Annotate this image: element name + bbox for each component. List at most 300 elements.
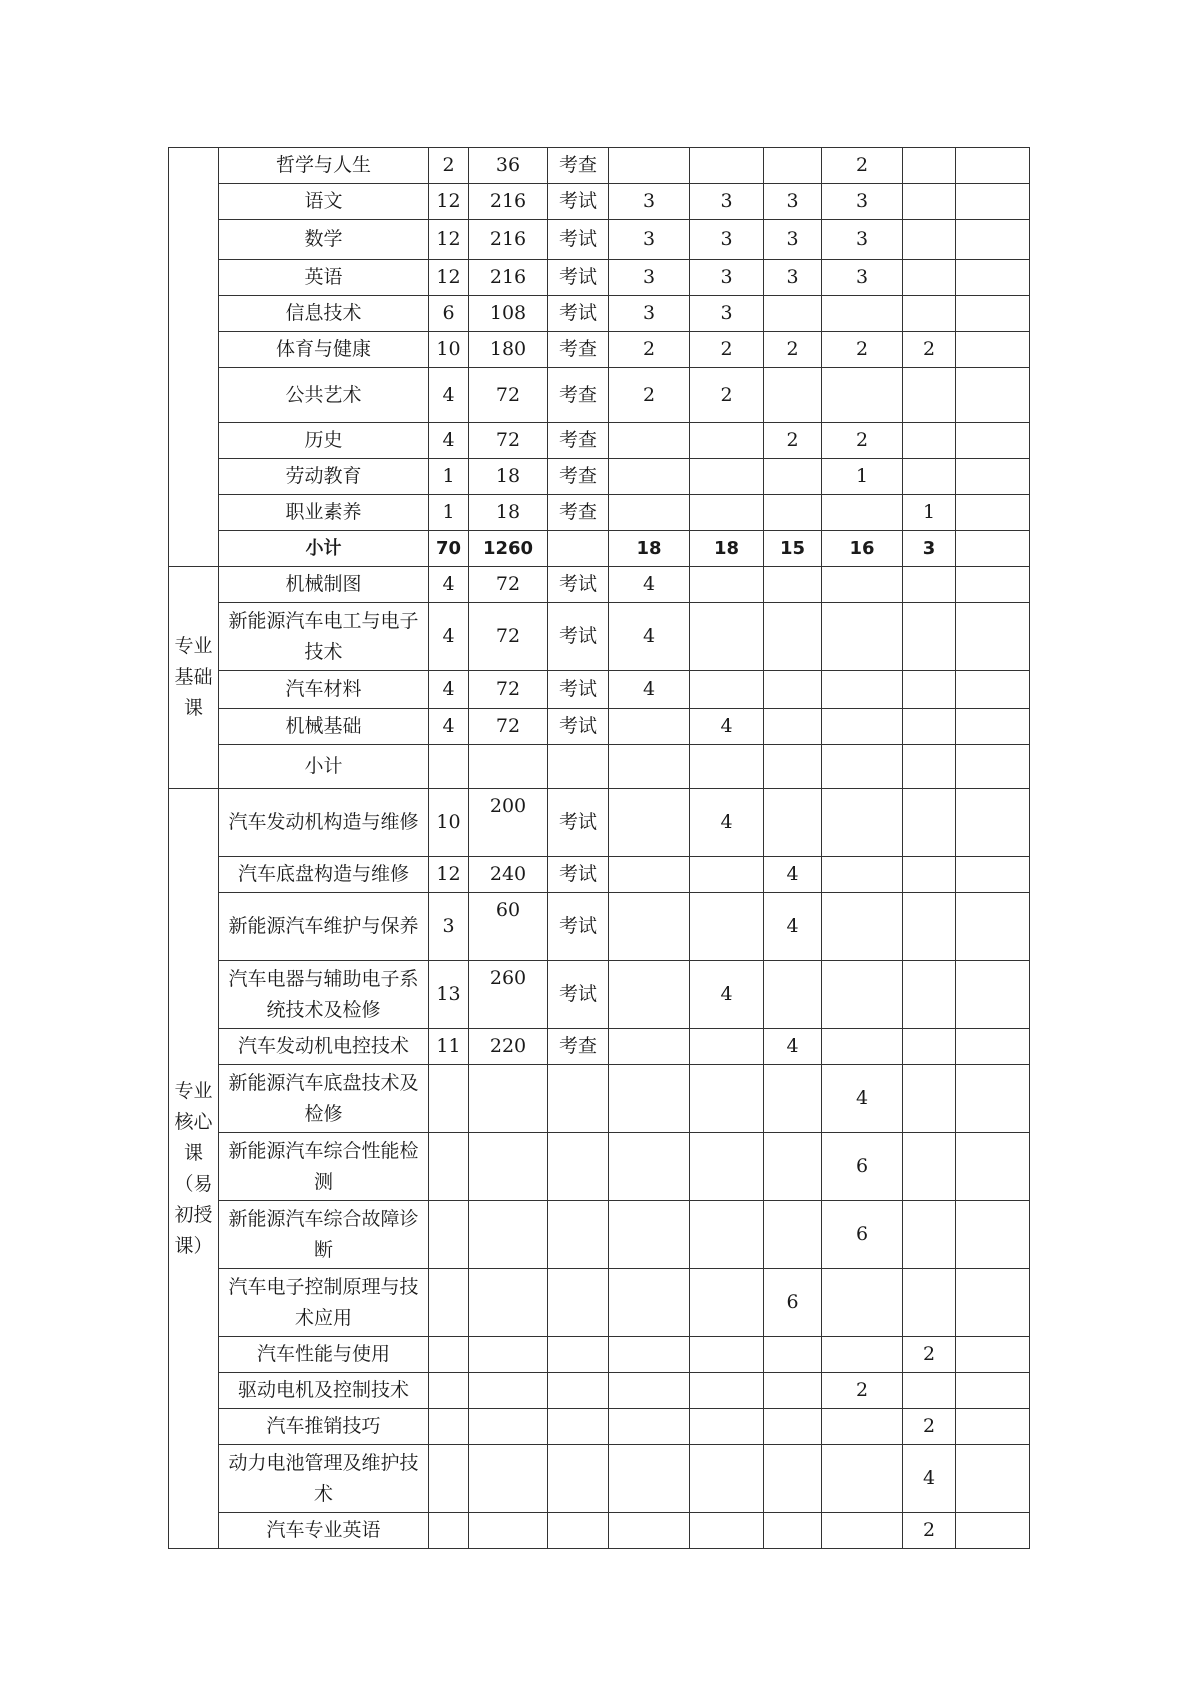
term-3-cell: [764, 495, 822, 531]
hours-cell: 1260: [469, 531, 548, 567]
blank-cell: [956, 531, 1030, 567]
blank-cell: [956, 1133, 1030, 1201]
term-3-cell: 3: [764, 184, 822, 220]
term-1-cell: [609, 1201, 690, 1269]
credits-cell: 10: [429, 332, 469, 368]
table-row: [169, 459, 1030, 495]
term-5-cell: [903, 709, 956, 745]
course-name-cell: 小计: [219, 531, 429, 567]
table-row: [169, 1445, 1030, 1513]
term-5-cell: [903, 789, 956, 857]
term-1-cell: [609, 709, 690, 745]
assessment-cell: [548, 1065, 609, 1133]
course-name-cell: 英语: [219, 260, 429, 296]
term-4-cell: [822, 789, 903, 857]
term-1-cell: [609, 148, 690, 184]
table-row: [169, 332, 1030, 368]
term-4-cell: [822, 1409, 903, 1445]
term-3-cell: 6: [764, 1269, 822, 1337]
course-name-cell: 驱动电机及控制技术: [219, 1373, 429, 1409]
term-2-cell: 3: [690, 184, 764, 220]
term-2-cell: 4: [690, 789, 764, 857]
term-1-cell: [609, 1065, 690, 1133]
course-name-cell: 小计: [219, 745, 429, 789]
term-2-cell: [690, 893, 764, 961]
blank-cell: [956, 789, 1030, 857]
term-4-cell: 2: [822, 423, 903, 459]
table-row: [169, 1513, 1030, 1549]
term-4-cell: [822, 745, 903, 789]
table-row: [169, 857, 1030, 893]
term-5-cell: 3: [903, 531, 956, 567]
course-name-cell: 劳动教育: [219, 459, 429, 495]
blank-cell: [956, 745, 1030, 789]
term-5-cell: 2: [903, 1409, 956, 1445]
term-1-cell: [609, 1445, 690, 1513]
term-4-cell: 1: [822, 459, 903, 495]
table-row: [169, 1201, 1030, 1269]
course-name-cell: 汽车电子控制原理与技术应用: [219, 1269, 429, 1337]
term-1-cell: [609, 1337, 690, 1373]
hours-cell: 72: [469, 368, 548, 423]
assessment-cell: 考查: [548, 332, 609, 368]
hours-cell: [469, 1513, 548, 1549]
blank-cell: [956, 148, 1030, 184]
term-4-cell: 16: [822, 531, 903, 567]
assessment-cell: [548, 1513, 609, 1549]
assessment-cell: 考试: [548, 184, 609, 220]
table-row: [169, 1029, 1030, 1065]
term-3-cell: [764, 1201, 822, 1269]
blank-cell: [956, 893, 1030, 961]
assessment-cell: 考试: [548, 857, 609, 893]
hours-cell: 108: [469, 296, 548, 332]
credits-cell: 6: [429, 296, 469, 332]
term-2-cell: [690, 1201, 764, 1269]
credits-cell: 70: [429, 531, 469, 567]
course-name-cell: 新能源汽车综合故障诊断: [219, 1201, 429, 1269]
term-5-cell: [903, 459, 956, 495]
course-name-cell: 汽车专业英语: [219, 1513, 429, 1549]
term-1-cell: [609, 423, 690, 459]
assessment-cell: [548, 531, 609, 567]
credits-cell: 12: [429, 857, 469, 893]
term-1-cell: [609, 1269, 690, 1337]
blank-cell: [956, 184, 1030, 220]
credits-cell: [429, 1201, 469, 1269]
group-cell: [169, 148, 219, 567]
term-3-cell: [764, 1133, 822, 1201]
term-2-cell: [690, 1409, 764, 1445]
blank-cell: [956, 260, 1030, 296]
blank-cell: [956, 857, 1030, 893]
course-name-cell: 体育与健康: [219, 332, 429, 368]
group-cell: 专业核心课（易初授课）: [169, 789, 219, 1549]
term-5-cell: [903, 260, 956, 296]
term-3-cell: [764, 368, 822, 423]
term-1-cell: 3: [609, 220, 690, 260]
course-name-cell: 新能源汽车电工与电子技术: [219, 603, 429, 671]
term-5-cell: 2: [903, 332, 956, 368]
hours-cell: 72: [469, 709, 548, 745]
term-3-cell: 4: [764, 893, 822, 961]
term-1-cell: 3: [609, 184, 690, 220]
assessment-cell: [548, 1269, 609, 1337]
term-3-cell: [764, 789, 822, 857]
credits-cell: 4: [429, 709, 469, 745]
table-row: [169, 745, 1030, 789]
course-name-cell: 汽车电器与辅助电子系统技术及检修: [219, 961, 429, 1029]
term-4-cell: 6: [822, 1201, 903, 1269]
table-row: [169, 567, 1030, 603]
credits-cell: 4: [429, 423, 469, 459]
course-name-cell: 新能源汽车底盘技术及检修: [219, 1065, 429, 1133]
credits-cell: [429, 1065, 469, 1133]
hours-cell: [469, 1269, 548, 1337]
hours-cell: 220: [469, 1029, 548, 1065]
assessment-cell: 考试: [548, 260, 609, 296]
term-5-cell: [903, 423, 956, 459]
term-1-cell: 2: [609, 332, 690, 368]
credits-cell: [429, 745, 469, 789]
term-4-cell: [822, 567, 903, 603]
table-row: [169, 961, 1030, 1029]
credits-cell: 3: [429, 893, 469, 961]
term-1-cell: [609, 857, 690, 893]
term-4-cell: [822, 893, 903, 961]
course-name-cell: 汽车性能与使用: [219, 1337, 429, 1373]
course-name-cell: 新能源汽车维护与保养: [219, 893, 429, 961]
term-5-cell: [903, 1133, 956, 1201]
term-3-cell: 2: [764, 423, 822, 459]
assessment-cell: 考查: [548, 148, 609, 184]
term-4-cell: 6: [822, 1133, 903, 1201]
hours-cell: 260: [469, 961, 548, 1029]
term-4-cell: 4: [822, 1065, 903, 1133]
blank-cell: [956, 709, 1030, 745]
course-name-cell: 公共艺术: [219, 368, 429, 423]
term-1-cell: [609, 789, 690, 857]
assessment-cell: [548, 1409, 609, 1445]
term-4-cell: [822, 961, 903, 1029]
term-4-cell: [822, 1029, 903, 1065]
hours-cell: [469, 1201, 548, 1269]
table-row: [169, 709, 1030, 745]
term-3-cell: [764, 961, 822, 1029]
credits-cell: 4: [429, 671, 469, 709]
term-4-cell: [822, 296, 903, 332]
credits-cell: 12: [429, 220, 469, 260]
term-2-cell: 3: [690, 296, 764, 332]
term-2-cell: [690, 1445, 764, 1513]
hours-cell: [469, 1445, 548, 1513]
term-4-cell: [822, 1337, 903, 1373]
term-1-cell: 18: [609, 531, 690, 567]
credits-cell: 10: [429, 789, 469, 857]
course-name-cell: 汽车材料: [219, 671, 429, 709]
term-5-cell: 1: [903, 495, 956, 531]
blank-cell: [956, 603, 1030, 671]
credits-cell: [429, 1373, 469, 1409]
blank-cell: [956, 1337, 1030, 1373]
term-2-cell: [690, 459, 764, 495]
term-2-cell: [690, 1133, 764, 1201]
blank-cell: [956, 1445, 1030, 1513]
blank-cell: [956, 1373, 1030, 1409]
table-row: [169, 671, 1030, 709]
term-4-cell: [822, 1513, 903, 1549]
term-5-cell: [903, 220, 956, 260]
term-3-cell: [764, 671, 822, 709]
term-1-cell: [609, 961, 690, 1029]
term-3-cell: 2: [764, 332, 822, 368]
table-row: [169, 220, 1030, 260]
course-name-cell: 语文: [219, 184, 429, 220]
term-2-cell: [690, 1337, 764, 1373]
term-2-cell: [690, 1269, 764, 1337]
term-5-cell: [903, 184, 956, 220]
term-3-cell: 4: [764, 857, 822, 893]
credits-cell: [429, 1445, 469, 1513]
term-1-cell: [609, 893, 690, 961]
blank-cell: [956, 1029, 1030, 1065]
curriculum-table: [168, 147, 1030, 1549]
hours-cell: [469, 1373, 548, 1409]
table-body: [169, 148, 1030, 1549]
term-1-cell: 4: [609, 603, 690, 671]
term-4-cell: [822, 495, 903, 531]
hours-cell: [469, 1065, 548, 1133]
hours-cell: 72: [469, 671, 548, 709]
table-row: [169, 1065, 1030, 1133]
term-2-cell: [690, 495, 764, 531]
assessment-cell: 考试: [548, 709, 609, 745]
blank-cell: [956, 1513, 1030, 1549]
credits-cell: [429, 1337, 469, 1373]
course-name-cell: 汽车发动机构造与维修: [219, 789, 429, 857]
term-5-cell: 4: [903, 1445, 956, 1513]
term-4-cell: 3: [822, 220, 903, 260]
term-3-cell: [764, 1065, 822, 1133]
term-3-cell: 15: [764, 531, 822, 567]
table-row: [169, 148, 1030, 184]
term-3-cell: [764, 567, 822, 603]
term-1-cell: [609, 459, 690, 495]
table-row: [169, 1269, 1030, 1337]
credits-cell: [429, 1269, 469, 1337]
credits-cell: [429, 1513, 469, 1549]
table-row: [169, 603, 1030, 671]
term-2-cell: [690, 1513, 764, 1549]
hours-cell: 180: [469, 332, 548, 368]
term-4-cell: 2: [822, 332, 903, 368]
assessment-cell: 考试: [548, 567, 609, 603]
course-name-cell: 汽车发动机电控技术: [219, 1029, 429, 1065]
term-4-cell: 2: [822, 148, 903, 184]
assessment-cell: 考试: [548, 220, 609, 260]
hours-cell: [469, 1409, 548, 1445]
term-1-cell: [609, 1513, 690, 1549]
blank-cell: [956, 296, 1030, 332]
table-row: [169, 423, 1030, 459]
hours-cell: 216: [469, 260, 548, 296]
term-4-cell: [822, 857, 903, 893]
hours-cell: 72: [469, 567, 548, 603]
blank-cell: [956, 423, 1030, 459]
term-2-cell: [690, 1373, 764, 1409]
hours-cell: 72: [469, 423, 548, 459]
course-name-cell: 信息技术: [219, 296, 429, 332]
table-row: [169, 1409, 1030, 1445]
term-4-cell: [822, 709, 903, 745]
term-2-cell: 4: [690, 709, 764, 745]
group-cell: 专业基础课: [169, 567, 219, 789]
blank-cell: [956, 220, 1030, 260]
term-1-cell: 3: [609, 260, 690, 296]
term-4-cell: [822, 368, 903, 423]
term-2-cell: [690, 1065, 764, 1133]
hours-cell: [469, 1133, 548, 1201]
term-3-cell: 3: [764, 260, 822, 296]
credits-cell: 13: [429, 961, 469, 1029]
assessment-cell: 考查: [548, 459, 609, 495]
assessment-cell: 考查: [548, 495, 609, 531]
term-3-cell: [764, 1373, 822, 1409]
term-3-cell: 4: [764, 1029, 822, 1065]
term-2-cell: [690, 567, 764, 603]
term-1-cell: [609, 1133, 690, 1201]
term-3-cell: [764, 1445, 822, 1513]
term-2-cell: [690, 857, 764, 893]
term-1-cell: [609, 495, 690, 531]
term-1-cell: 4: [609, 567, 690, 603]
course-name-cell: 哲学与人生: [219, 148, 429, 184]
assessment-cell: 考试: [548, 671, 609, 709]
hours-cell: 216: [469, 184, 548, 220]
blank-cell: [956, 671, 1030, 709]
term-5-cell: [903, 857, 956, 893]
credits-cell: 12: [429, 184, 469, 220]
blank-cell: [956, 459, 1030, 495]
hours-cell: 60: [469, 893, 548, 961]
course-name-cell: 汽车底盘构造与维修: [219, 857, 429, 893]
term-1-cell: 4: [609, 671, 690, 709]
term-2-cell: 18: [690, 531, 764, 567]
term-2-cell: [690, 1029, 764, 1065]
credits-cell: 4: [429, 567, 469, 603]
term-1-cell: 2: [609, 368, 690, 423]
assessment-cell: 考试: [548, 961, 609, 1029]
term-2-cell: [690, 603, 764, 671]
term-5-cell: [903, 296, 956, 332]
term-2-cell: 3: [690, 260, 764, 296]
term-4-cell: [822, 1445, 903, 1513]
assessment-cell: [548, 1201, 609, 1269]
assessment-cell: 考查: [548, 423, 609, 459]
term-4-cell: [822, 603, 903, 671]
term-4-cell: 3: [822, 260, 903, 296]
term-3-cell: [764, 745, 822, 789]
term-5-cell: [903, 961, 956, 1029]
credits-cell: 1: [429, 459, 469, 495]
blank-cell: [956, 1201, 1030, 1269]
course-name-cell: 机械基础: [219, 709, 429, 745]
hours-cell: 18: [469, 495, 548, 531]
term-5-cell: [903, 148, 956, 184]
course-name-cell: 机械制图: [219, 567, 429, 603]
course-name-cell: 新能源汽车综合性能检测: [219, 1133, 429, 1201]
credits-cell: 4: [429, 368, 469, 423]
blank-cell: [956, 1269, 1030, 1337]
hours-cell: 240: [469, 857, 548, 893]
assessment-cell: [548, 745, 609, 789]
term-5-cell: 2: [903, 1513, 956, 1549]
term-3-cell: [764, 603, 822, 671]
blank-cell: [956, 1065, 1030, 1133]
table-row: [169, 893, 1030, 961]
table-row: [169, 1337, 1030, 1373]
term-4-cell: [822, 671, 903, 709]
term-1-cell: 3: [609, 296, 690, 332]
table-row: [169, 1133, 1030, 1201]
term-1-cell: [609, 1409, 690, 1445]
hours-cell: 200: [469, 789, 548, 857]
term-2-cell: 4: [690, 961, 764, 1029]
term-2-cell: 2: [690, 368, 764, 423]
term-5-cell: [903, 1269, 956, 1337]
table-row: [169, 296, 1030, 332]
term-5-cell: [903, 368, 956, 423]
assessment-cell: 考试: [548, 789, 609, 857]
credits-cell: [429, 1409, 469, 1445]
table-row: [169, 789, 1030, 857]
hours-cell: 216: [469, 220, 548, 260]
term-2-cell: 3: [690, 220, 764, 260]
hours-cell: 36: [469, 148, 548, 184]
course-name-cell: 数学: [219, 220, 429, 260]
credits-cell: [429, 1133, 469, 1201]
hours-cell: 72: [469, 603, 548, 671]
term-5-cell: 2: [903, 1337, 956, 1373]
assessment-cell: 考查: [548, 368, 609, 423]
assessment-cell: 考试: [548, 603, 609, 671]
credits-cell: 2: [429, 148, 469, 184]
term-2-cell: 2: [690, 332, 764, 368]
term-5-cell: [903, 603, 956, 671]
assessment-cell: [548, 1373, 609, 1409]
subtotal-row: [169, 531, 1030, 567]
term-3-cell: [764, 148, 822, 184]
term-3-cell: 3: [764, 220, 822, 260]
blank-cell: [956, 368, 1030, 423]
term-2-cell: [690, 148, 764, 184]
term-2-cell: [690, 745, 764, 789]
term-3-cell: [764, 459, 822, 495]
term-3-cell: [764, 296, 822, 332]
table-row: [169, 495, 1030, 531]
term-3-cell: [764, 1409, 822, 1445]
term-5-cell: [903, 567, 956, 603]
hours-cell: 18: [469, 459, 548, 495]
blank-cell: [956, 332, 1030, 368]
table-row: [169, 1373, 1030, 1409]
assessment-cell: 考试: [548, 296, 609, 332]
term-1-cell: [609, 1029, 690, 1065]
term-2-cell: [690, 423, 764, 459]
term-3-cell: [764, 1337, 822, 1373]
term-5-cell: [903, 1373, 956, 1409]
term-3-cell: [764, 709, 822, 745]
